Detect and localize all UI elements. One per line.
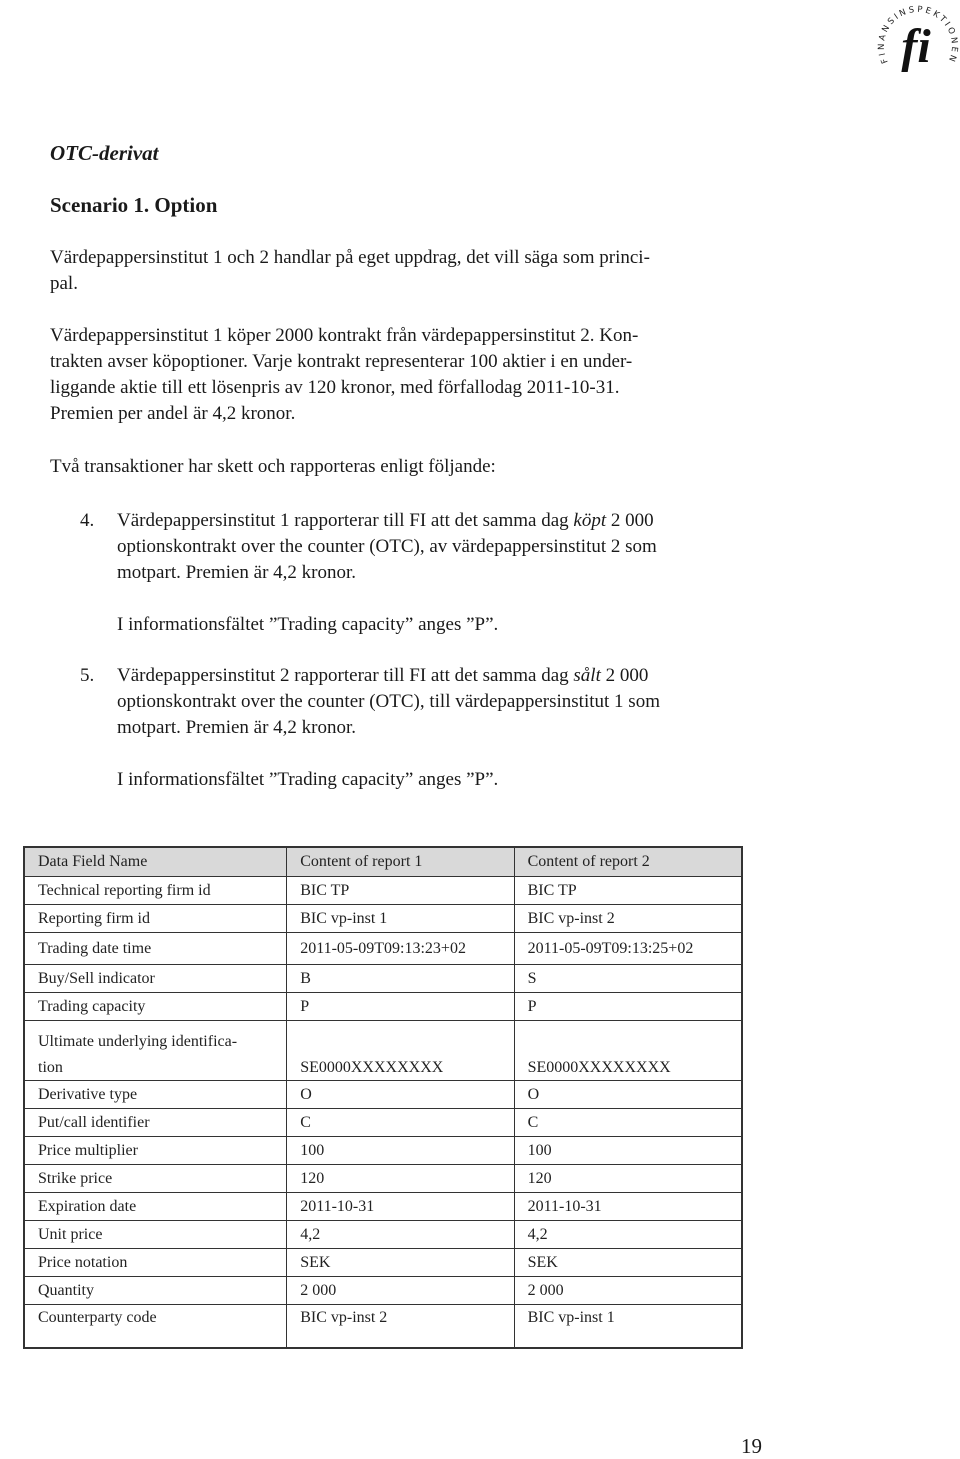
table-cell: Derivative type [24,1081,287,1109]
fi-logo-icon [872,0,960,82]
cell-line: Ultimate underlying identifica- [38,1033,238,1050]
table-cell: 120 [287,1165,514,1193]
table-cell: P [514,993,742,1021]
text-line: Värdepappersinstitut 1 och 2 handlar på eget uppdrag, det vill säga som princi- [50,247,650,268]
table-cell: 120 [514,1165,742,1193]
emphasis-salt: sålt [573,665,601,686]
table-cell: Strike price [24,1165,287,1193]
table-row [24,905,742,933]
table-cell: Price notation [24,1249,287,1277]
table-cell: Trading capacity [24,993,287,1021]
item-body [117,663,770,741]
text-line: Premien per andel är 4,2 kronor. [50,403,296,424]
report-table [23,846,743,1349]
table-cell: SE0000XXXXXXXX [287,1021,514,1081]
table-cell: C [287,1109,514,1137]
scenario-title: Scenario 1. Option [50,193,218,217]
table-cell [24,1021,287,1081]
table-cell: BIC vp-inst 1 [287,905,514,933]
text-line: motpart. Premien är 4,2 kronor. [117,562,357,583]
table-cell: SE0000XXXXXXXX [514,1021,742,1081]
table-header-cell: Content of report 1 [287,847,514,877]
table-cell: Reporting firm id [24,905,287,933]
table-cell: SEK [514,1249,742,1277]
text-line: Värdepappersinstitut 1 köper 2000 kontrakt från värdepappersinstitut 2. Kon- [50,325,639,346]
table-cell: Buy/Sell indicator [24,965,287,993]
table-row [24,993,742,1021]
table-cell: Trading date time [24,933,287,965]
text-line: Två transaktioner har skett och rapporteras enligt följande: [50,456,496,477]
table-cell: 2 000 [287,1277,514,1305]
paragraph-principal [50,245,770,297]
table-cell: 2 000 [514,1277,742,1305]
table-cell: Price multiplier [24,1137,287,1165]
table-cell: BIC vp-inst 2 [514,905,742,933]
item-number: 4. [80,510,95,531]
table-cell: Expiration date [24,1193,287,1221]
table-cell: 4,2 [514,1221,742,1249]
table-cell: 2011-05-09T09:13:25+02 [514,933,742,965]
paragraph-transactions [50,454,770,480]
section-title: OTC-derivat [50,141,159,165]
table-row [24,1109,742,1137]
item-number: 5. [80,665,95,686]
table-cell: 4,2 [287,1221,514,1249]
paragraph-contract [50,323,770,427]
table-row [24,1165,742,1193]
item-note: I informationsfältet ”Trading capacity” anges ”P”. [117,769,499,790]
table-row [24,1081,742,1109]
table-row [24,933,742,965]
table-cell: SEK [287,1249,514,1277]
logo-monogram: fi [901,20,931,73]
table-row [24,1021,742,1081]
table-cell: BIC TP [287,877,514,905]
table-header-row [24,847,742,877]
table-cell: S [514,965,742,993]
table-cell: O [287,1081,514,1109]
text-line: motpart. Premien är 4,2 kronor. [117,717,357,738]
emphasis-kopt: köpt [573,510,607,531]
item-note: I informationsfältet ”Trading capacity” anges ”P”. [117,614,499,635]
table-cell: B [287,965,514,993]
text-line: liggande aktie till ett lösenpris av 120 kronor, med förfallodag 2011-10-31. [50,377,620,398]
table-cell: BIC TP [514,877,742,905]
text-line: pal. [50,273,78,294]
table-row [24,1277,742,1305]
text-line: optionskontrakt over the counter (OTC), till värdepappersinstitut 1 som [117,691,660,712]
table-cell: 100 [514,1137,742,1165]
table-cell: BIC vp-inst 2 [287,1305,514,1349]
table-cell: 2011-10-31 [514,1193,742,1221]
table-cell: Put/call identifier [24,1109,287,1137]
table-row [24,1249,742,1277]
table-row [24,1137,742,1165]
table-cell: P [287,993,514,1021]
table-cell: Quantity [24,1277,287,1305]
table-cell: Technical reporting firm id [24,877,287,905]
text-line: Värdepappersinstitut 2 rapporterar till FI att det samma dag sålt 2 000 [117,665,649,686]
table-row [24,1305,742,1349]
table-row [24,1221,742,1249]
table-row [24,877,742,905]
page-number: 19 [741,1434,762,1458]
table-header-cell: Data Field Name [24,847,287,877]
table-cell: Counterparty code [24,1305,287,1349]
text-line: trakten avser köpoptioner. Varje kontrakt representerar 100 aktier i en under- [50,351,633,372]
table-cell: Unit price [24,1221,287,1249]
table-header-cell: Content of report 2 [514,847,742,877]
table-cell: BIC vp-inst 1 [514,1305,742,1349]
table-cell: O [514,1081,742,1109]
table-row [24,1193,742,1221]
table-cell: 2011-10-31 [287,1193,514,1221]
table-row [24,965,742,993]
item-body [117,508,770,586]
logo-ring-text: FINANSINSPEKTIONEN [876,4,960,66]
table-cell: 2011-05-09T09:13:23+02 [287,933,514,965]
text-line: Värdepappersinstitut 1 rapporterar till FI att det samma dag köpt 2 000 [117,510,654,531]
table-cell: C [514,1109,742,1137]
text-line: optionskontrakt over the counter (OTC), av värdepappersinstitut 2 som [117,536,657,557]
cell-line: tion [38,1059,63,1076]
table-cell: 100 [287,1137,514,1165]
